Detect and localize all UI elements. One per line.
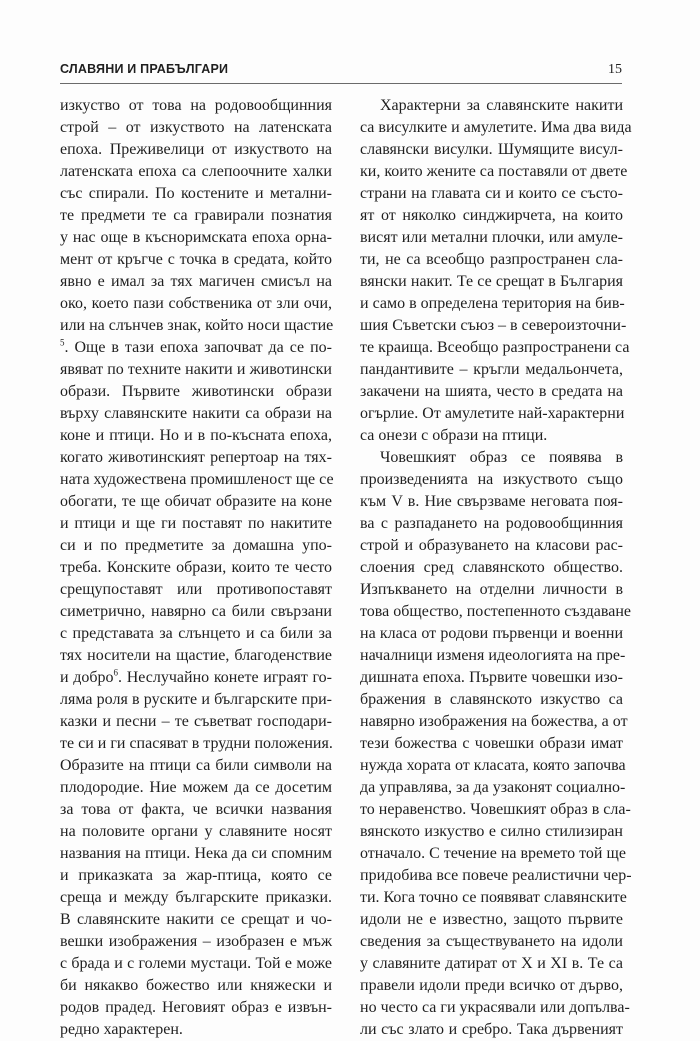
text-line: страни на главата си и които се състо- <box>360 185 623 202</box>
text-line: да управлява, за да узаконят социално- <box>360 779 626 796</box>
text-line: ва с разпадането на родовообщинния <box>360 515 623 532</box>
text-line: това общество, постепенното създаване <box>360 603 631 620</box>
text-line: вянското изкуство е силно стилизиран <box>360 823 623 840</box>
text-line: у славяните датират от X и XI в. Те са <box>360 955 623 972</box>
text-line: отначало. С течение на времето той ще <box>360 845 626 862</box>
text-line: строй – от изкуството на латенската <box>60 119 332 136</box>
text-line: са висулките и амулетите. Има два вида <box>360 119 632 136</box>
page-header <box>60 56 622 84</box>
text-line-with-footnote <box>60 667 332 689</box>
running-title: СЛАВЯНИ И ПРАБЪЛГАРИ <box>60 62 229 76</box>
page-number: 15 <box>608 62 622 77</box>
text-line: ти. Кога точно се появяват славянските <box>360 889 627 906</box>
text-line: явяват по техните накити и животински <box>60 361 332 378</box>
text-line: око, което пази собственика от зли очи, <box>60 295 332 312</box>
text-line: са онези с образи на птици. <box>360 427 548 444</box>
text-line: и птици и ще ги поставят по накитите <box>60 515 332 532</box>
text-fragment: и добро <box>60 669 114 686</box>
text-line: огърлие. От амулетите най-характерни <box>360 405 625 422</box>
text-line: те краища. Всеобщо разпространени са <box>360 339 630 356</box>
text-line: придобива все повече реалистични чер- <box>360 867 632 884</box>
text-line: вешки изображения – изобразен е мъж <box>60 933 332 950</box>
text-line: славянски висулки. Шумящите висул- <box>360 141 623 158</box>
text-line: тези божества с човешки образи имат <box>360 735 623 752</box>
text-line: В славянските накити се срещат и чо- <box>60 911 332 928</box>
text-line: закачени на шията, често в средата на <box>360 383 623 400</box>
text-line: изкуство от това на родовообщинния <box>60 97 332 114</box>
header-rule <box>60 83 622 84</box>
text-line: у нас още в късноримската епоха орна- <box>60 229 332 246</box>
text-line: бражения в славянското изкуство са <box>360 691 623 708</box>
text-line: правели идоли преди всичко от дърво, <box>360 977 623 994</box>
footnote-ref-6[interactable]: 6 <box>113 667 119 678</box>
text-fragment: . Неслучайно конете играят го- <box>118 669 333 686</box>
text-line: ти, не са всеобщо разпространен сла- <box>360 251 623 268</box>
text-line: те си и ги спасяват в трудни положения. <box>60 735 333 752</box>
text-line: ки, които жените са поставяли от двете <box>360 163 628 180</box>
right-column <box>360 95 632 1041</box>
text-line: шия Съветски съюз – в североизточни- <box>360 317 627 334</box>
text-line: то неравенство. Човешкият образ в сла- <box>360 801 631 818</box>
text-line: редно характерен. <box>60 1021 183 1038</box>
paragraph-start-line: Характерни за славянските накити <box>380 97 623 114</box>
text-line: среща и между българските приказки. <box>60 889 332 906</box>
text-fragment: . Още в тази епоха започват да се по- <box>64 339 332 356</box>
text-line: или на слънчев знак, който носи щастие <box>60 317 334 334</box>
text-line: обогати, те ще обичат образите на коне <box>60 493 332 510</box>
text-line: със спирали. По костените и метални- <box>60 185 332 202</box>
text-line: слоения сред славянското общество. <box>360 559 623 576</box>
text-line: ят от няколко синджирчета, на които <box>360 207 623 224</box>
text-line: ляма роля в руските и българските при- <box>60 691 332 708</box>
text-line: ли със злато и сребро. Така дървеният <box>360 1021 623 1038</box>
text-line: когато животинският репертоар на тях- <box>60 449 332 466</box>
text-line: Изпъкването на отделни личности в <box>360 581 623 598</box>
text-line: латенската епоха са слепоочните халки <box>60 163 332 180</box>
text-line: тях носители на щастие, благоденствие <box>60 647 332 664</box>
text-line: строй и образуването на класови рас- <box>360 537 623 554</box>
text-line: началници изменя идеологията на пре- <box>360 647 626 664</box>
text-line: с представата за слънцето и са били за <box>60 625 332 642</box>
text-line: треба. Конските образи, които те често <box>60 559 332 576</box>
text-line: си и по предметите за домашна упо- <box>60 537 332 554</box>
text-line: родов прадед. Неговият образ е извън- <box>60 999 332 1016</box>
text-line: висят или метални плочки, или амуле- <box>360 229 623 246</box>
text-line: на половите органи у славяните носят <box>60 823 332 840</box>
text-line-with-footnote <box>60 337 332 359</box>
text-line: коне и птици. Но и в по-късната епоха, <box>60 427 332 444</box>
left-column <box>60 95 332 1041</box>
text-line: те предмети те са гравирали познатия <box>60 207 332 224</box>
text-line: срещупоставят или противопоставят <box>60 581 332 598</box>
footnote-ref-5[interactable]: 5 <box>60 337 65 348</box>
text-line: Образите на птици са били символи на <box>60 757 332 774</box>
text-line: идоли не е известно, защото първите <box>360 911 623 928</box>
text-line: върху славянските накити са образи на <box>60 405 332 422</box>
text-line: явно е имал за тях магичен смисъл на <box>60 273 332 290</box>
text-line: произведенията на изкуството също <box>360 471 623 488</box>
text-line: епоха. Преживелици от изкуството на <box>60 141 332 158</box>
text-line: дишната епоха. Първите човешки изо- <box>360 669 623 686</box>
text-line: нужда хората от класата, която започва <box>360 757 626 774</box>
text-line: навярно изображения на божества, а от <box>360 713 628 730</box>
text-line: пандантивите – кръгли медальончета, <box>360 361 623 378</box>
text-line: за това от факта, че всички названия <box>60 801 332 818</box>
text-line: казки и песни – те съветват господари- <box>60 713 332 730</box>
text-line: и приказката за жар-птица, която се <box>60 867 332 884</box>
text-line: но често са ги украсявали или допълва- <box>360 999 630 1016</box>
text-line: сведения за съществуването на идоли <box>360 933 623 950</box>
paragraph-start-line: Човешкият образ се появява в <box>380 449 623 466</box>
text-line: названия на птици. Нека да си спомним <box>60 845 332 862</box>
text-line: мент от кръгче с точка в средата, който <box>60 251 332 268</box>
text-line: симетрично, навярно са били свързани <box>60 603 332 620</box>
text-line: образи. Първите животински образи <box>60 383 332 400</box>
text-line: ната художествена промишленост ще се <box>60 471 334 488</box>
text-line: с брада и с големи мустаци. Той е може <box>60 955 332 972</box>
text-line: към V в. Ние свързваме неговата поя- <box>360 493 623 510</box>
text-line: на класа от родови първенци и военни <box>360 625 623 642</box>
text-line: вянски накит. Те се срещат в България <box>360 273 623 290</box>
text-line: плодородие. Ние можем да се досетим <box>60 779 332 796</box>
text-line: би някакво божество или княжески и <box>60 977 332 994</box>
text-line: и само в определена територия на бив- <box>360 295 625 312</box>
